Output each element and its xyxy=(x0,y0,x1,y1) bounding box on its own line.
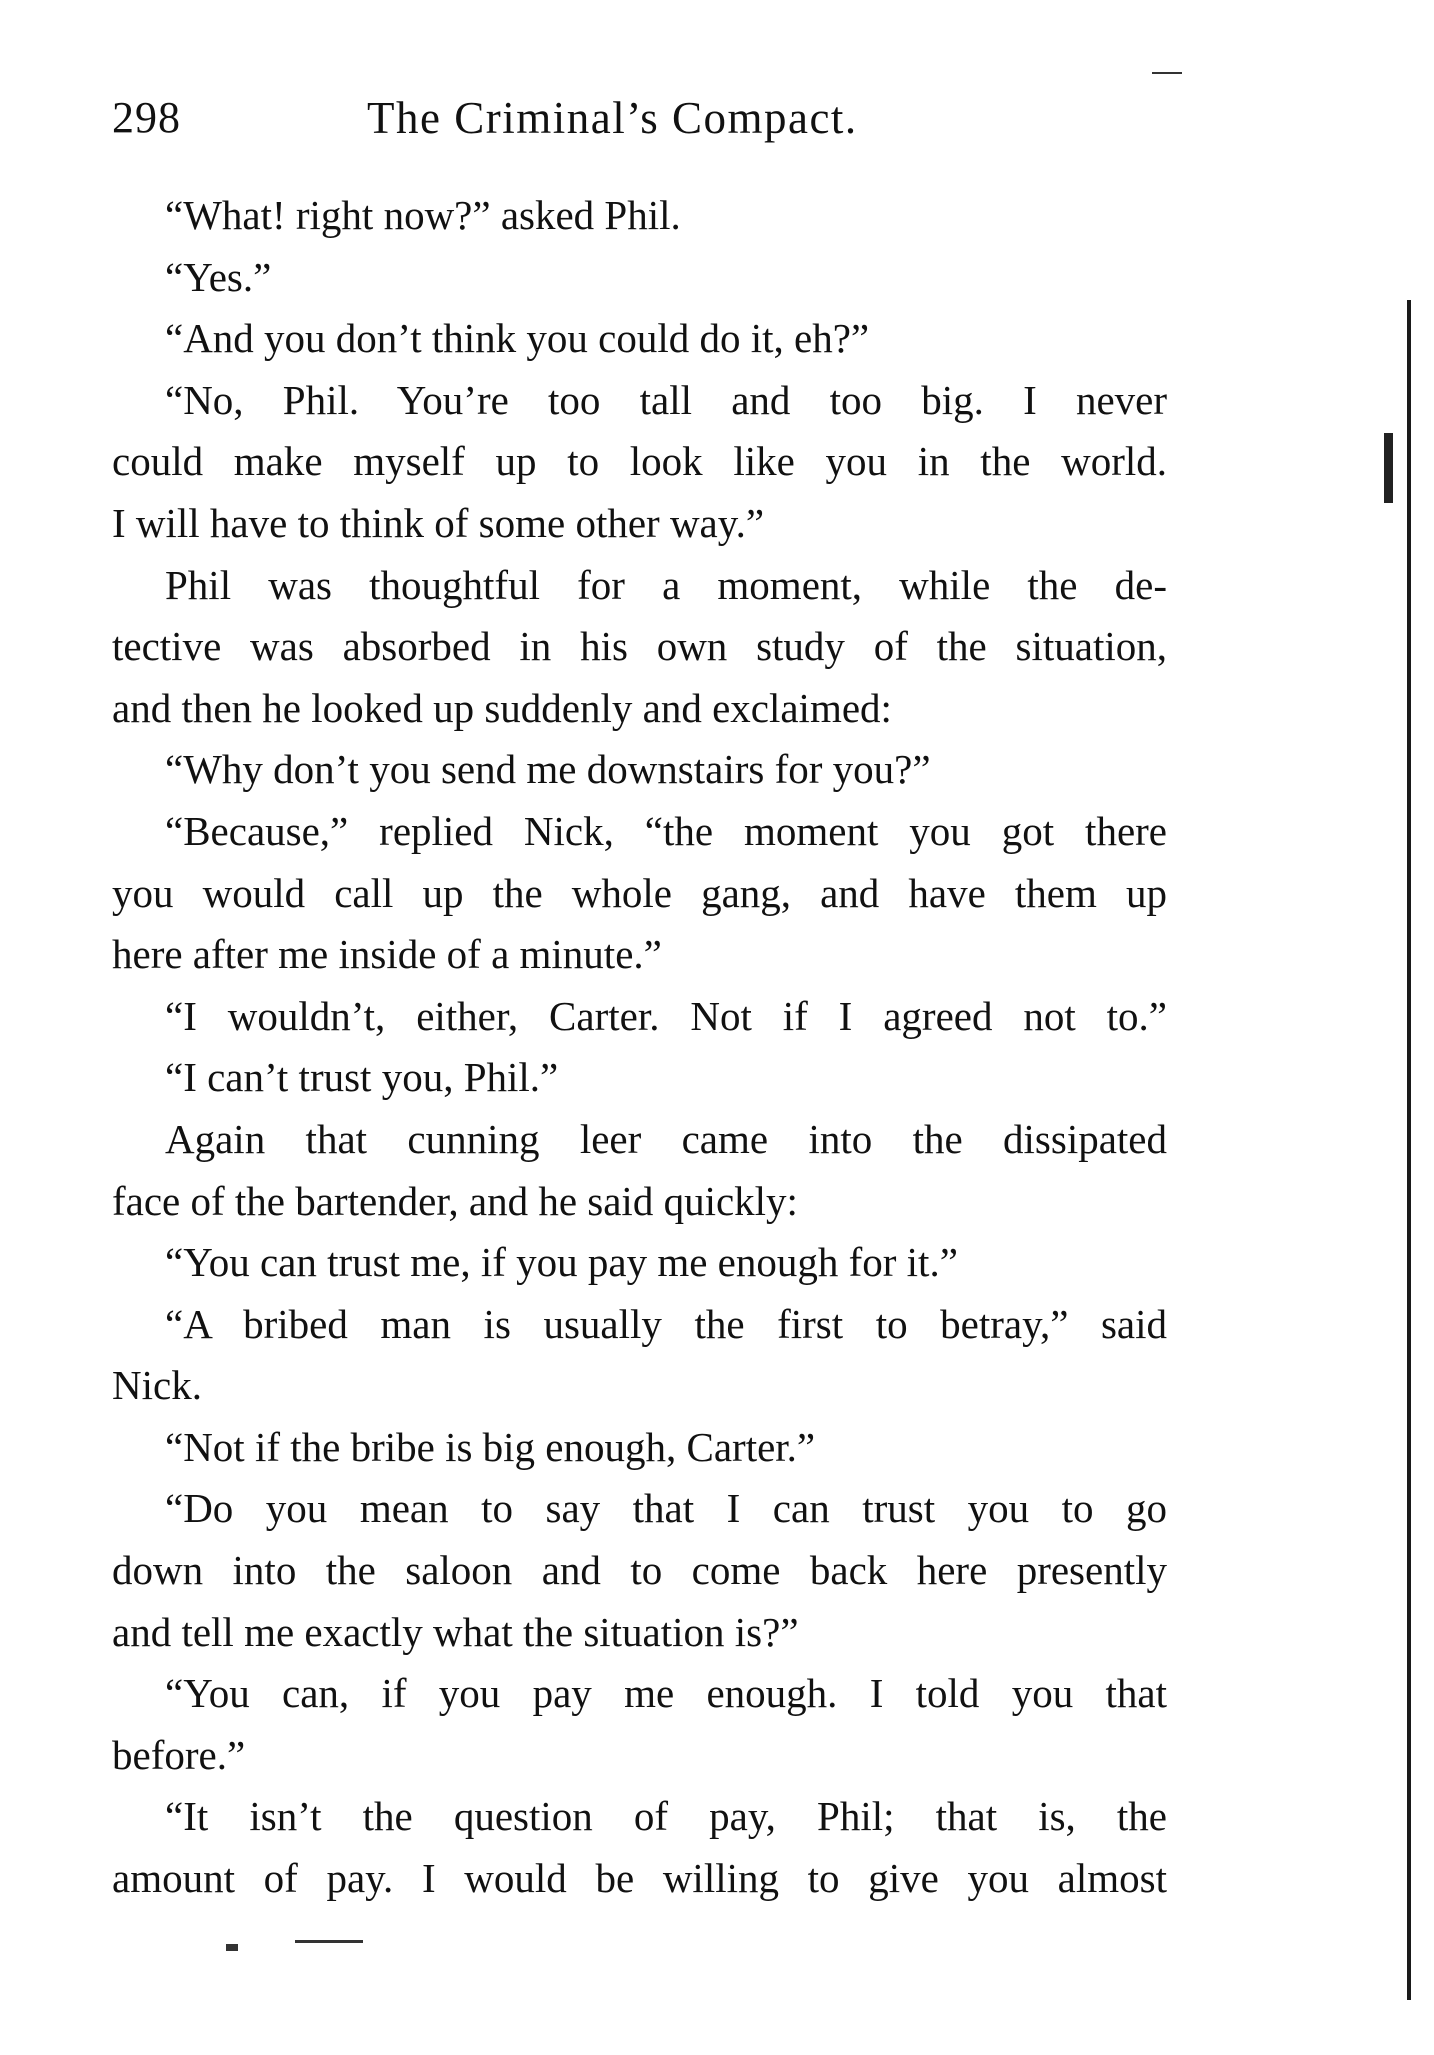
text-line: “I can’t trust you, Phil.” xyxy=(165,1054,559,1101)
bottom-speck xyxy=(226,1944,238,1951)
text-line: “You can, if you pay me enough. I told you that xyxy=(165,1670,1167,1717)
text-line: face of the bartender, and he said quickly: xyxy=(112,1177,798,1224)
right-edge-shadow xyxy=(1407,300,1411,2000)
text-line: Again that cunning leer came into the dissipated xyxy=(165,1115,1167,1162)
text-line: “A bribed man is usually the first to betray,” said xyxy=(165,1300,1167,1347)
text-line: before.” xyxy=(112,1731,246,1778)
text-line: and tell me exactly what the situation is?” xyxy=(112,1608,799,1655)
bottom-smudge xyxy=(295,1940,363,1943)
text-line: “Do you mean to say that I can trust you to go xyxy=(165,1485,1167,1532)
text-line: and then he looked up suddenly and exclaimed: xyxy=(112,684,892,731)
running-title: The Criminal’s Compact. xyxy=(367,93,858,143)
page-number: 298 xyxy=(112,93,181,142)
text-line: here after me inside of a minute.” xyxy=(112,931,662,978)
text-line: I will have to think of some other way.” xyxy=(112,499,765,546)
text-line: “What! right now?” asked Phil. xyxy=(165,192,681,238)
right-edge-speck xyxy=(1384,433,1393,503)
text-line: “Why don’t you send me downstairs for you?” xyxy=(165,746,931,793)
text-line: “I wouldn’t, either, Carter. Not if I agreed not to.” xyxy=(165,992,1167,1039)
text-line: could make myself up to look like you in the world. xyxy=(112,438,1167,485)
top-right-rule xyxy=(1152,72,1182,74)
text-line: “Because,” replied Nick, “the moment you got there xyxy=(165,807,1167,854)
text-line: Nick. xyxy=(112,1362,202,1409)
text-line: Phil was thoughtful for a moment, while the de- xyxy=(165,561,1167,608)
text-line: you would call up the whole gang, and have them up xyxy=(112,869,1167,916)
text-line: “Not if the bribe is big enough, Carter.” xyxy=(165,1423,816,1470)
text-line: “Yes.” xyxy=(165,253,272,300)
text-line: amount of pay. I would be willing to give you almost xyxy=(112,1855,1167,1902)
text-line: “And you don’t think you could do it, eh?” xyxy=(165,315,870,362)
text-line: “It isn’t the question of pay, Phil; that is, the xyxy=(165,1793,1167,1840)
text-line: tective was absorbed in his own study of the situation, xyxy=(112,623,1167,670)
page-header xyxy=(112,92,1167,152)
text-line: down into the saloon and to come back here presently xyxy=(112,1547,1167,1594)
body-text xyxy=(112,185,1167,1910)
text-line: “No, Phil. You’re too tall and too big. I never xyxy=(165,376,1167,423)
text-line: “You can trust me, if you pay me enough for it.” xyxy=(165,1239,958,1286)
